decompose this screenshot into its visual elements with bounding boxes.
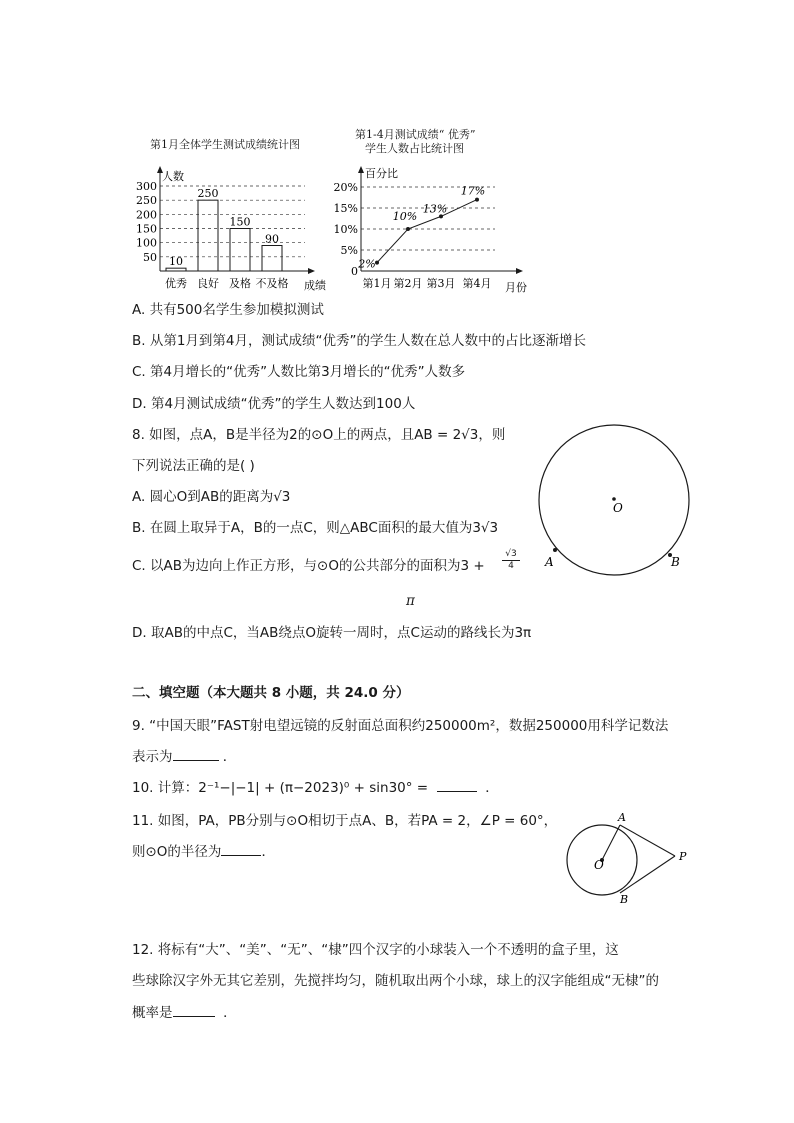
q9-line1: 9. “中国天眼”FAST射电望远镜的反射面总面积约250000m²，数据250000用科学记数法 (132, 718, 669, 734)
line-data-point (406, 227, 410, 231)
bar-value-label: 150 (229, 215, 251, 229)
bar-mark (166, 268, 186, 271)
q11-tangent-pa (620, 825, 675, 856)
q10-line (132, 778, 499, 798)
q8-stem-line1: 8. 如图，点A，B是半径为2的⊙O上的两点，且AB = 2√3，则 (132, 427, 506, 443)
line-chart-title-2: 学生人数占比统计图 (365, 142, 464, 155)
section-2-title: 二、填空题（本大题共 8 小题，共 24.0 分） (132, 685, 410, 701)
bar-y-tick-label: 300 (136, 180, 157, 193)
bar-x-axis-arrow (308, 268, 315, 274)
bar-value-label: 90 (265, 232, 279, 246)
bar-chart-title: 第1月全体学生测试成绩统计图 (150, 138, 300, 151)
line-x-axis-arrow (516, 268, 523, 274)
q9-end: ． (222, 749, 237, 765)
q12-text: 概率是 (132, 1005, 173, 1021)
q10-answer-blank[interactable] (437, 791, 477, 792)
q8-option-c: C. 以AB为边向上作正方形，与⊙O的公共部分的面积为3 + (132, 558, 485, 574)
q11-tangent-figure (560, 805, 700, 905)
line-point-label: 10% (392, 210, 418, 223)
bar-chart (120, 162, 335, 298)
line-point-label: 13% (422, 202, 448, 216)
q10-text: 10. 计算：2⁻¹−|−1| + (π−2023)⁰ + sin30° = (132, 780, 429, 796)
bar-value-label: 10 (169, 255, 183, 269)
q12-end: ． (223, 1005, 237, 1021)
q7-option-d: D. 第4月测试成绩“优秀”的学生人数达到100人 (132, 396, 416, 412)
line-y-tick-label: 10% (333, 223, 358, 236)
line-point-label: 17% (460, 184, 486, 198)
q8-point-a (553, 548, 557, 552)
line-category-label: 第4月 (462, 277, 492, 290)
q8-label-a: A (545, 555, 554, 569)
line-y-tick-label: 15% (333, 202, 358, 215)
q11-line1: 11. 如图，PA，PB分别与⊙O相切于点A、B，若PA = 2，∠P = 60°， (132, 813, 558, 829)
q7-option-a: A. 共有500名学生参加模拟测试 (132, 302, 324, 318)
bar-y-tick-label: 250 (136, 194, 157, 208)
q8-option-b: B. 在圆上取异于A，B的一点C，则△ABC面积的最大值为3√3 (132, 520, 499, 536)
bar-mark (198, 200, 218, 271)
line-chart (315, 162, 535, 298)
q11-end: ． (261, 844, 275, 860)
line-y-axis-arrow (358, 166, 364, 173)
q8-fraction-denominator: 4 (508, 561, 514, 571)
bar-category-label: 优秀 (165, 277, 187, 290)
line-y-axis-label: 百分比 (365, 167, 398, 180)
q10-end: ． (485, 780, 499, 796)
bar-y-axis-label: 人数 (162, 170, 184, 183)
q12-line1: 12. 将标有“大”、“美”、“无”、“棣”四个汉字的小球装入一个不透明的盒子里，这 (132, 942, 619, 958)
q11-label-a: A (618, 811, 626, 824)
line-y-tick-label: 5% (340, 244, 358, 257)
q9-answer-blank[interactable] (173, 760, 219, 761)
line-category-label: 第1月 (362, 277, 392, 290)
q8-option-a: A. 圆心O到AB的距离为√3 (132, 489, 291, 505)
bar-category-label: 及格 (229, 277, 251, 290)
q11-label-o: O (594, 858, 604, 872)
q11-label-p: P (679, 850, 687, 863)
line-y-tick-label: 20% (333, 181, 358, 194)
bar-mark (262, 246, 282, 272)
q9-text: 表示为 (132, 749, 173, 765)
line-category-label: 第3月 (426, 277, 456, 290)
q8-circle-figure (530, 420, 700, 580)
q11-radius-oa (602, 825, 620, 860)
q11-text: 则⊙O的半径为 (132, 844, 222, 860)
q8-fraction-numerator: √3 (502, 549, 520, 561)
q8-stem-line2: 下列说法正确的是( ) (132, 458, 255, 474)
bar-category-label: 良好 (197, 277, 219, 290)
bar-y-tick-label: 100 (136, 236, 157, 250)
bar-x-axis-label: 成绩 (304, 279, 326, 292)
q7-option-c: C. 第4月增长的“优秀”人数比第3月增长的“优秀”人数多 (132, 364, 466, 380)
q11-line2 (132, 842, 275, 862)
q8-option-c-fraction (502, 549, 520, 572)
bar-category-label: 不及格 (255, 277, 289, 290)
line-point-label: 2% (358, 257, 376, 271)
q8-label-b: B (671, 555, 680, 569)
bar-y-tick-label: 200 (136, 208, 157, 222)
line-category-label: 第2月 (393, 277, 423, 290)
bar-value-label: 250 (197, 187, 219, 201)
line-y-tick-label: 0 (351, 265, 358, 278)
q9-line2 (132, 747, 236, 767)
q11-tangent-pb (620, 856, 675, 893)
bar-y-tick-label: 50 (143, 250, 157, 264)
q11-label-b: B (620, 893, 629, 905)
q11-answer-blank[interactable] (221, 855, 261, 856)
q12-answer-blank[interactable] (173, 1016, 215, 1017)
q12-line3 (132, 1003, 237, 1023)
q8-option-c-pi: π (406, 593, 415, 609)
q8-option-d: D. 取AB的中点C，当AB绕点O旋转一周时，点C运动的路线长为3π (132, 625, 532, 641)
line-chart-title-1: 第1-4月测试成绩“ 优秀” (355, 128, 476, 141)
q7-option-b: B. 从第1月到第4月，测试成绩“优秀”的学生人数在总人数中的占比逐渐增长 (132, 333, 587, 349)
bar-y-tick-label: 150 (136, 222, 157, 236)
q12-line2: 些球除汉字外无其它差别，先搅拌均匀，随机取出两个小球，球上的汉字能组成“无棣”的 (132, 973, 659, 989)
line-x-axis-label: 月份 (505, 281, 527, 294)
q8-label-o: O (613, 501, 623, 515)
bar-mark (230, 229, 250, 272)
line-data-point (475, 198, 479, 202)
